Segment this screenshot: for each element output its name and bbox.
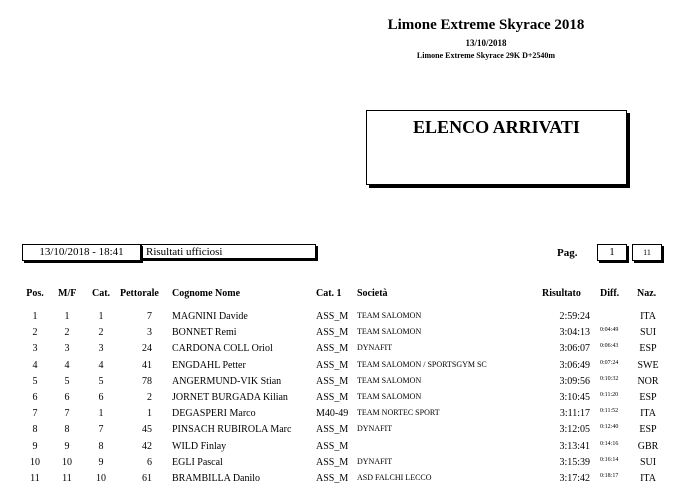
cell-pos: 10 xyxy=(30,456,40,468)
cell-name: MAGNINI Davide xyxy=(172,311,248,322)
cell-diff: 0:04:49 xyxy=(600,327,619,334)
cell-pos: 8 xyxy=(32,424,38,436)
cell-res: 3:06:49 xyxy=(559,359,590,371)
cell-cat: 6 xyxy=(98,392,104,403)
cell-diff: 0:12:40 xyxy=(600,424,619,431)
table-row xyxy=(0,327,696,343)
cell-diff: 0:14:16 xyxy=(600,440,619,447)
cell-naz: ITA xyxy=(640,473,656,484)
cell-name: PINSACH RUBIROLA Marc xyxy=(172,424,292,436)
cell-pos: 2 xyxy=(32,327,38,339)
event-date: 13/10/2018 xyxy=(465,38,507,48)
cell-res: 3:13:41 xyxy=(559,440,590,452)
cell-mf: 2 xyxy=(64,327,70,339)
table-row xyxy=(0,376,696,392)
cell-name: DEGASPERI Marco xyxy=(172,408,256,420)
cell-diff: 0:11:52 xyxy=(600,408,619,415)
cell-cat1: ASS_M xyxy=(316,456,349,468)
cell-pos: 5 xyxy=(32,375,38,387)
col-cat1: Cat. 1 xyxy=(316,288,342,299)
results-status: Risultati ufficiosi xyxy=(141,244,316,259)
col-diff: Diff. xyxy=(600,288,620,299)
cell-pos: 1 xyxy=(32,311,38,322)
col-pos: Pos. xyxy=(26,288,44,299)
cell-pett: 7 xyxy=(147,311,152,322)
cell-pett: 78 xyxy=(142,375,152,387)
cell-pett: 6 xyxy=(147,456,152,468)
cell-pett: 1 xyxy=(147,408,152,420)
cell-mf: 9 xyxy=(64,440,70,452)
cell-pos: 11 xyxy=(30,473,40,484)
cell-cat1: ASS_M xyxy=(316,327,349,339)
cell-naz: SWE xyxy=(637,359,659,371)
cell-res: 3:06:07 xyxy=(559,343,590,355)
cell-name: BRAMBILLA Danilo xyxy=(172,473,261,484)
cell-naz: SUI xyxy=(639,327,657,339)
cell-cat: 10 xyxy=(96,473,106,484)
cell-cat1: ASS_M xyxy=(316,424,349,436)
cell-name: JORNET BURGADA Kilian xyxy=(172,392,288,403)
cell-soc: TEAM SALOMON xyxy=(357,311,422,320)
list-title: ELENCO ARRIVATI xyxy=(413,117,580,137)
table-row xyxy=(0,311,696,327)
table-row xyxy=(0,473,696,489)
cell-diff: 0:10:32 xyxy=(600,375,619,382)
cell-mf: 1 xyxy=(64,311,70,322)
cell-naz: GBR xyxy=(637,440,659,452)
cell-diff: 0:11:20 xyxy=(600,392,619,398)
cell-res: 3:09:56 xyxy=(559,375,590,387)
cell-soc: DYNAFIT xyxy=(357,456,393,466)
table-row xyxy=(0,457,696,473)
cell-soc: TEAM SALOMON xyxy=(357,327,422,337)
col-pettorale: Pettorale xyxy=(120,288,159,299)
cell-cat: 3 xyxy=(98,343,104,355)
title-box xyxy=(366,110,627,185)
cell-mf: 7 xyxy=(64,408,70,420)
cell-cat1: M40-49 xyxy=(316,408,349,420)
cell-res: 3:12:05 xyxy=(559,424,590,436)
cell-naz: ESP xyxy=(639,424,657,436)
cell-pos: 7 xyxy=(32,408,38,420)
col-societa: Società xyxy=(357,288,388,299)
cell-naz: ITA xyxy=(640,311,656,322)
table-row xyxy=(0,424,696,440)
cell-soc: TEAM SALOMON / SPORTSGYM SC xyxy=(357,359,487,369)
cell-name: BONNET Remi xyxy=(172,327,237,339)
cell-cat1: ASS_M xyxy=(316,359,349,371)
table-row xyxy=(0,360,696,376)
table-header xyxy=(0,288,696,304)
cell-res: 3:04:13 xyxy=(559,327,590,339)
cell-cat1: ASS_M xyxy=(316,343,349,355)
cell-res: 3:11:17 xyxy=(559,408,590,420)
cell-soc: TEAM SALOMON xyxy=(357,375,422,385)
page-total: 11 xyxy=(632,244,662,261)
cell-pos: 6 xyxy=(32,392,38,403)
col-name: Cognome Nome xyxy=(172,288,241,299)
cell-pett: 2 xyxy=(147,392,152,403)
cell-name: ENGDAHL Petter xyxy=(172,359,246,371)
cell-res: 3:15:39 xyxy=(559,456,590,468)
cell-pos: 3 xyxy=(32,343,38,355)
cell-pett: 45 xyxy=(142,424,152,436)
cell-cat: 8 xyxy=(98,440,104,452)
cell-pett: 61 xyxy=(142,473,152,484)
col-mf: M/F xyxy=(58,288,77,299)
table-row xyxy=(0,408,696,424)
cell-soc: TEAM SALOMON xyxy=(357,392,422,401)
cell-cat1: ASS_M xyxy=(316,440,349,452)
col-naz: Naz. xyxy=(637,288,657,299)
cell-mf: 11 xyxy=(62,473,72,484)
cell-name: EGLI Pascal xyxy=(172,456,223,468)
cell-res: 3:17:42 xyxy=(559,473,590,484)
cell-soc: DYNAFIT xyxy=(357,424,393,434)
cell-mf: 3 xyxy=(64,343,70,355)
cell-name: WILD Finlay xyxy=(172,440,227,452)
cell-cat1: ASS_M xyxy=(316,392,349,403)
cell-cat: 1 xyxy=(98,311,104,322)
cell-cat1: ASS_M xyxy=(316,375,349,387)
cell-mf: 8 xyxy=(64,424,70,436)
cell-pett: 41 xyxy=(142,359,152,371)
col-cat: Cat. xyxy=(91,288,111,299)
cell-cat1: ASS_M xyxy=(316,473,349,484)
cell-soc: ASD FALCHI LECCO xyxy=(357,473,432,482)
cell-res: 3:10:45 xyxy=(559,392,590,403)
cell-cat: 7 xyxy=(98,424,104,436)
cell-res: 2:59:24 xyxy=(559,311,590,322)
cell-cat1: ASS_M xyxy=(316,311,349,322)
cell-cat: 4 xyxy=(98,359,104,371)
cell-mf: 4 xyxy=(64,359,70,371)
cell-mf: 6 xyxy=(64,392,70,403)
page-number: 1 xyxy=(597,244,627,261)
cell-name: ANGERMUND-VIK Stian xyxy=(172,375,282,387)
cell-soc: TEAM NORTEC SPORT xyxy=(357,408,440,418)
cell-cat: 1 xyxy=(98,408,104,420)
page-label: Pag. xyxy=(557,247,578,259)
cell-naz: NOR xyxy=(637,375,659,387)
table-row xyxy=(0,441,696,457)
cell-naz: ESP xyxy=(639,392,657,403)
event-title: Limone Extreme Skyrace 2018 xyxy=(387,17,585,33)
col-risultato: Risultato xyxy=(542,288,581,299)
cell-mf: 5 xyxy=(64,375,70,387)
cell-cat: 5 xyxy=(98,375,104,387)
cell-diff: 0:06:43 xyxy=(600,343,619,350)
cell-pett: 24 xyxy=(142,343,152,355)
cell-diff: 0:16:14 xyxy=(600,456,619,463)
cell-cat: 2 xyxy=(98,327,104,339)
cell-naz: ESP xyxy=(639,343,657,355)
print-datetime: 13/10/2018 - 18:41 xyxy=(22,244,141,261)
cell-diff: 0:18:17 xyxy=(600,473,619,479)
cell-naz: SUI xyxy=(639,456,657,468)
table-row xyxy=(0,392,696,408)
cell-pos: 9 xyxy=(32,440,38,452)
cell-soc: DYNAFIT xyxy=(357,343,393,353)
cell-pett: 42 xyxy=(142,440,152,452)
cell-pett: 3 xyxy=(147,327,152,339)
cell-naz: ITA xyxy=(640,408,656,420)
table-row xyxy=(0,343,696,359)
event-subtitle: Limone Extreme Skyrace 29K D+2540m xyxy=(416,51,556,60)
cell-name: CARDONA COLL Oriol xyxy=(172,343,273,355)
cell-cat: 9 xyxy=(98,456,104,468)
cell-mf: 10 xyxy=(62,456,72,468)
cell-diff: 0:07:24 xyxy=(600,359,619,366)
cell-pos: 4 xyxy=(32,359,38,371)
